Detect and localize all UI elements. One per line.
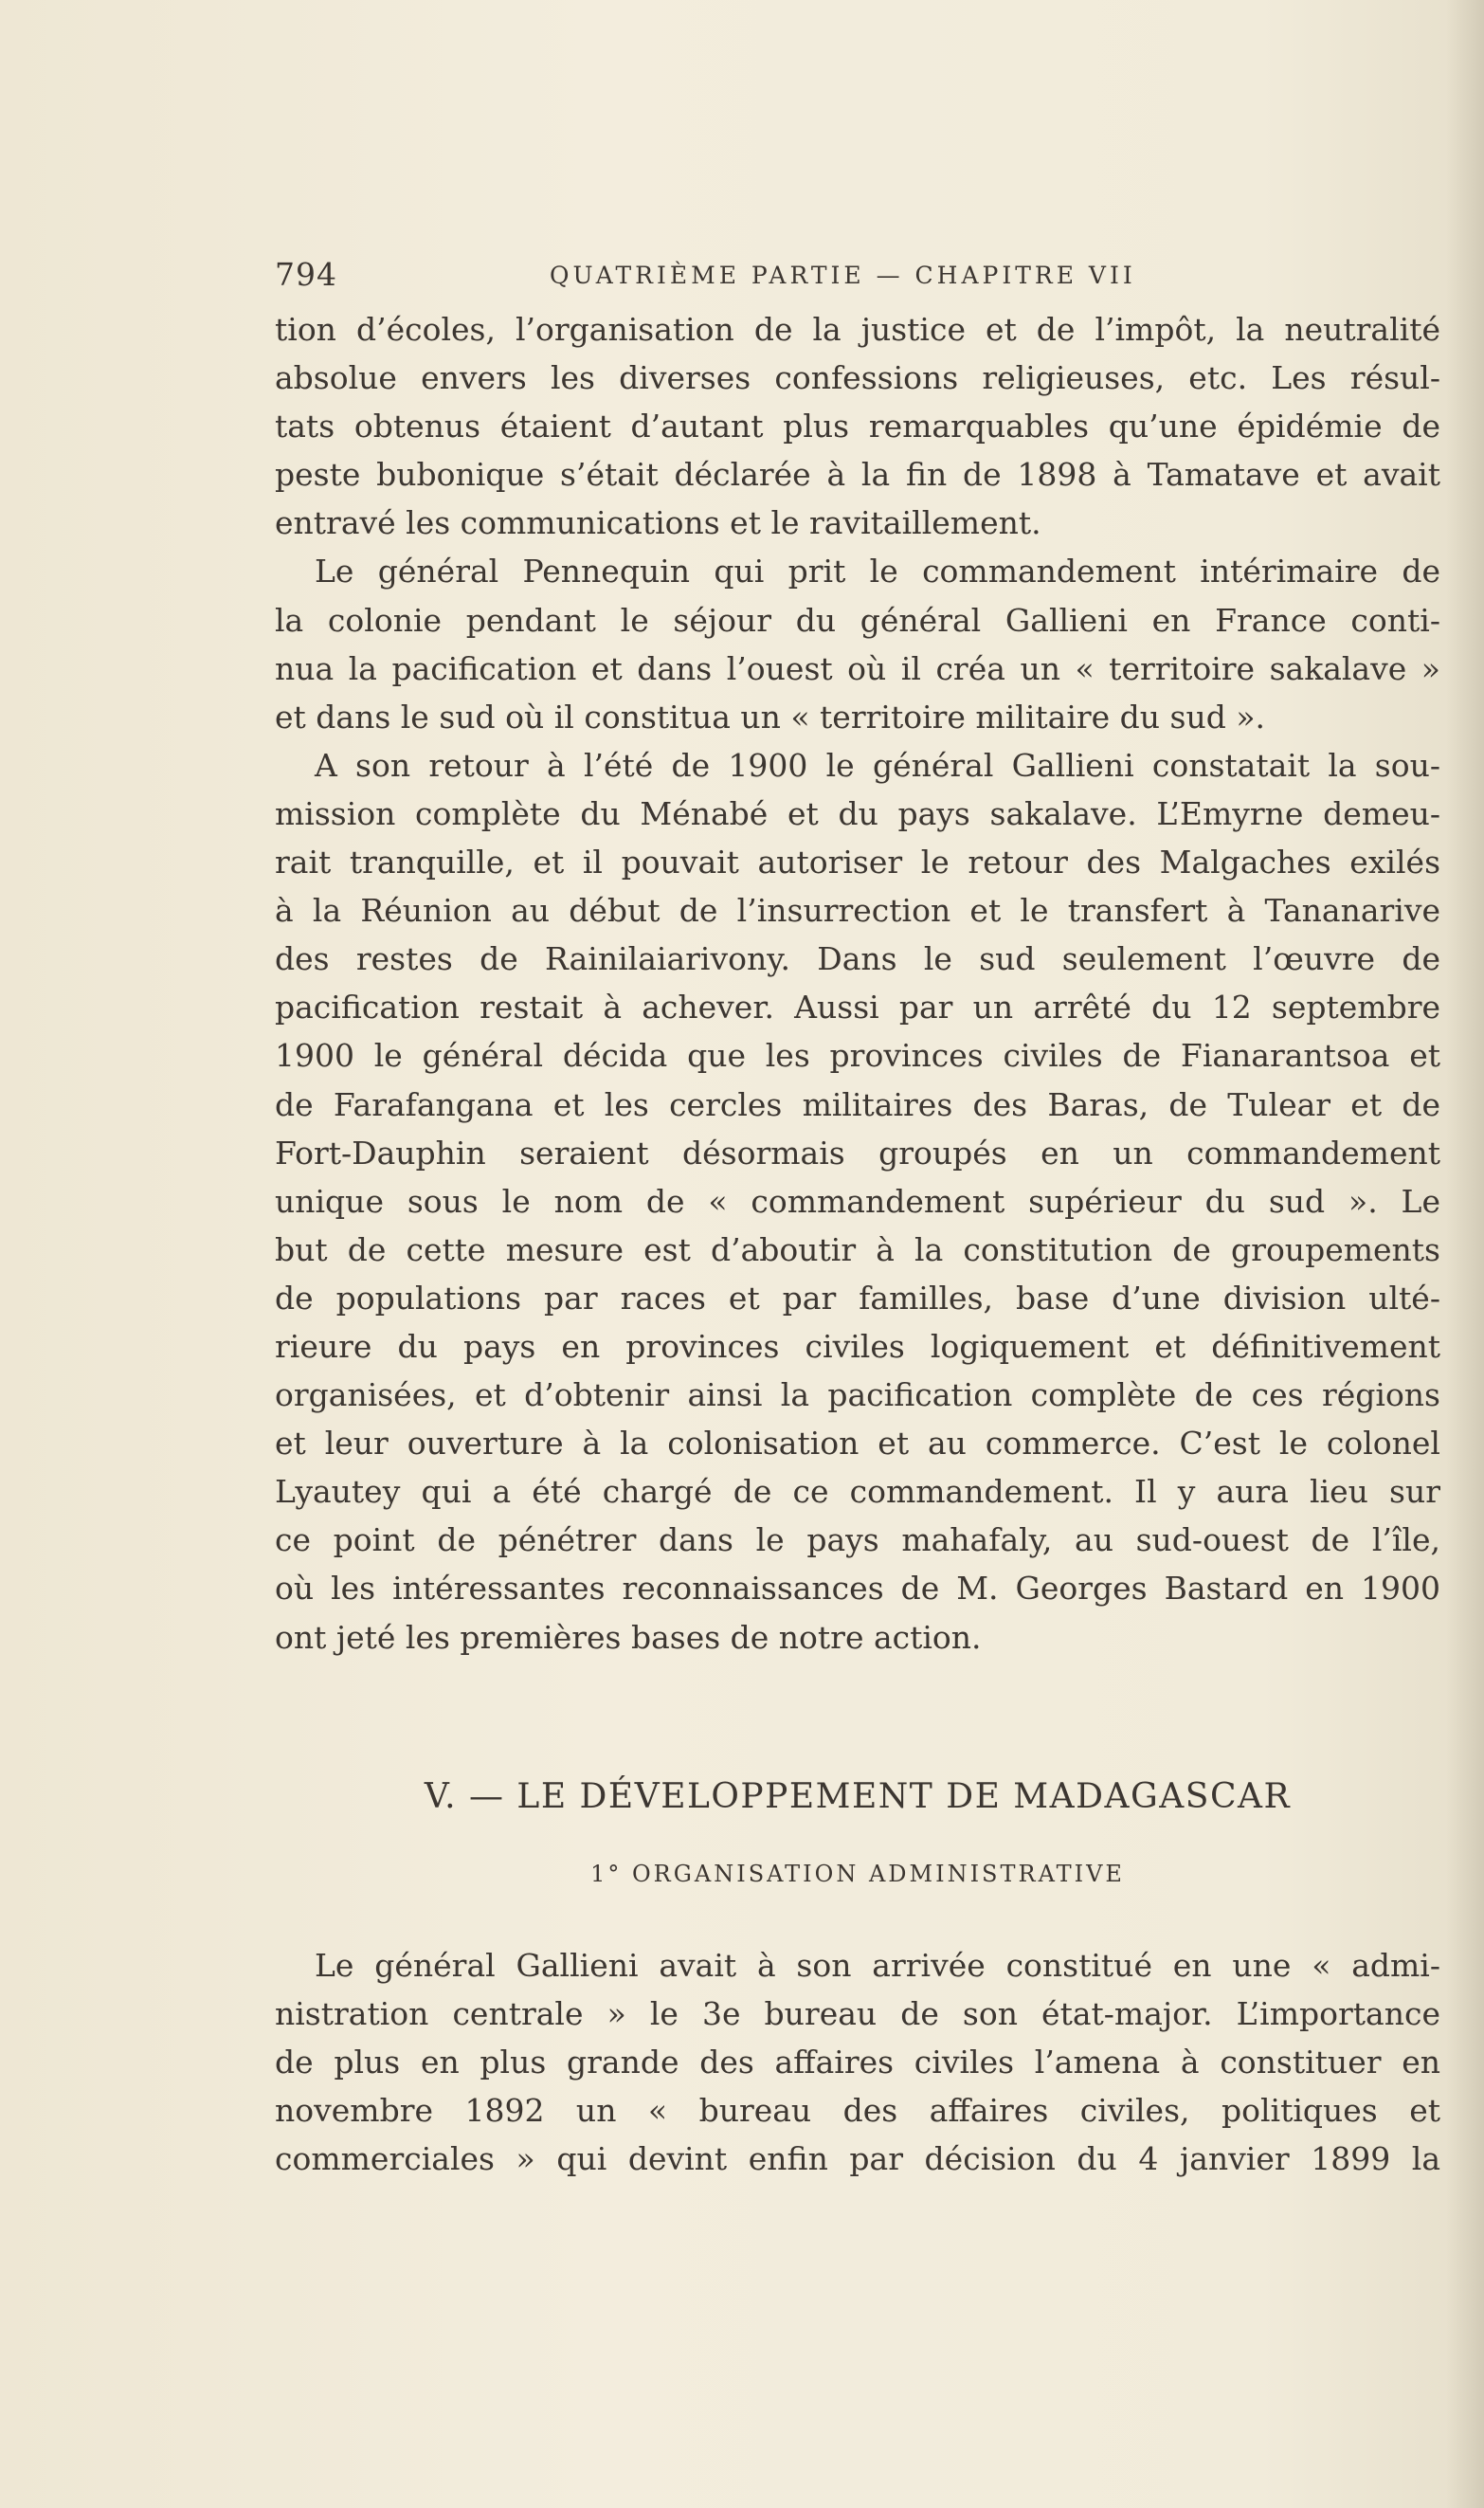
running-head [275, 256, 1440, 294]
text-line: et leur ouverture à la colonisation et au commerce. C’est le colonel [275, 1425, 1440, 1463]
text-line: A son retour à l’été de 1900 le général Gallieni constatait la sou- [315, 746, 1440, 784]
text-line: où les intéressantes reconnaissances de M. Georges Bastard en 1900 [275, 1570, 1440, 1608]
text-line: novembre 1892 un « bureau des affaires civiles, politiques et [275, 2092, 1440, 2130]
text-line: unique sous le nom de « commandement supérieur du sud ». Le [275, 1182, 1440, 1220]
text-line: but de cette mesure est d’aboutir à la constitution de groupements [275, 1230, 1440, 1268]
text-line: tats obtenus étaient d’autant plus remarquables qu’une épidémie de [275, 408, 1440, 445]
text-line: nua la pacification et dans l’ouest où il créa un « territoire sakalave » [275, 649, 1440, 687]
page-number: 794 [275, 256, 337, 293]
text-line: organisées, et d’obtenir ainsi la pacification complète de ces régions [275, 1376, 1440, 1414]
running-title: QUATRIÈME PARTIE — CHAPITRE VII [550, 262, 1136, 289]
text-line: peste bubonique s’était déclarée à la fin de 1898 à Tamatave et avait [275, 456, 1440, 494]
text-line: la colonie pendant le séjour du général Gallieni en France conti- [275, 601, 1440, 639]
text-line: entravé les communications et le ravitaillement. [275, 504, 1041, 542]
text-line: de plus en plus grande des affaires civiles l’amena à constituer en [275, 2044, 1440, 2081]
text-line: de populations par races et par familles, base d’une division ulté- [275, 1279, 1440, 1317]
text-line: nistration centrale » le 3e bureau de son état-major. L’importance [275, 1995, 1440, 2033]
text-line: de Farafangana et les cercles militaires des Baras, de Tulear et de [275, 1085, 1440, 1123]
text-line: Le général Gallieni avait à son arrivée constitué en une « admi- [315, 1947, 1440, 1984]
page-edge-shadow [1446, 0, 1484, 2508]
text-line: et dans le sud où il constitua un « territoire militaire du sud ». [275, 698, 1266, 736]
text-line: 1900 le général décida que les provinces civiles de Fianarantsoa et [275, 1037, 1440, 1075]
text-line: rieure du pays en provinces civiles logiquement et définitivement [275, 1327, 1440, 1365]
text-line: absolue envers les diverses confessions religieuses, etc. Les résul- [275, 359, 1440, 397]
body-text [275, 305, 1440, 1662]
text-line: ont jeté les premières bases de notre action. [275, 1618, 982, 1656]
text-line: Fort-Dauphin seraient désormais groupés en un commandement [275, 1134, 1440, 1172]
text-line: Le général Pennequin qui prit le commandement intérimaire de [315, 553, 1440, 591]
text-line: à la Réunion au début de l’insurrection et le transfert à Tananarive [275, 892, 1440, 930]
text-line: des restes de Rainilaiarivony. Dans le sud seulement l’œuvre de [275, 940, 1440, 978]
text-line: tion d’écoles, l’organisation de la justice et de l’impôt, la neutralité [275, 311, 1440, 348]
text-line: mission complète du Ménabé et du pays sakalave. L’Emyrne demeu- [275, 794, 1440, 832]
text-line: pacification restait à achever. Aussi par un arrêté du 12 septembre [275, 989, 1440, 1027]
text-line: commerciales » qui devint enfin par décision du 4 janvier 1899 la [275, 2140, 1440, 2178]
section-subheading: 1° ORGANISATION ADMINISTRATIVE [590, 1861, 1125, 1887]
text-line: ce point de pénétrer dans le pays mahafaly, au sud-ouest de l’île, [275, 1521, 1440, 1559]
text-line: rait tranquille, et il pouvait autoriser le retour des Malgaches exilés [275, 844, 1440, 881]
section-body-text [275, 1941, 1440, 2183]
text-line: Lyautey qui a été chargé de ce commandement. Il y aura lieu sur [275, 1473, 1440, 1511]
section-heading: V. — LE DÉVELOPPEMENT DE MADAGASCAR [424, 1777, 1292, 1816]
